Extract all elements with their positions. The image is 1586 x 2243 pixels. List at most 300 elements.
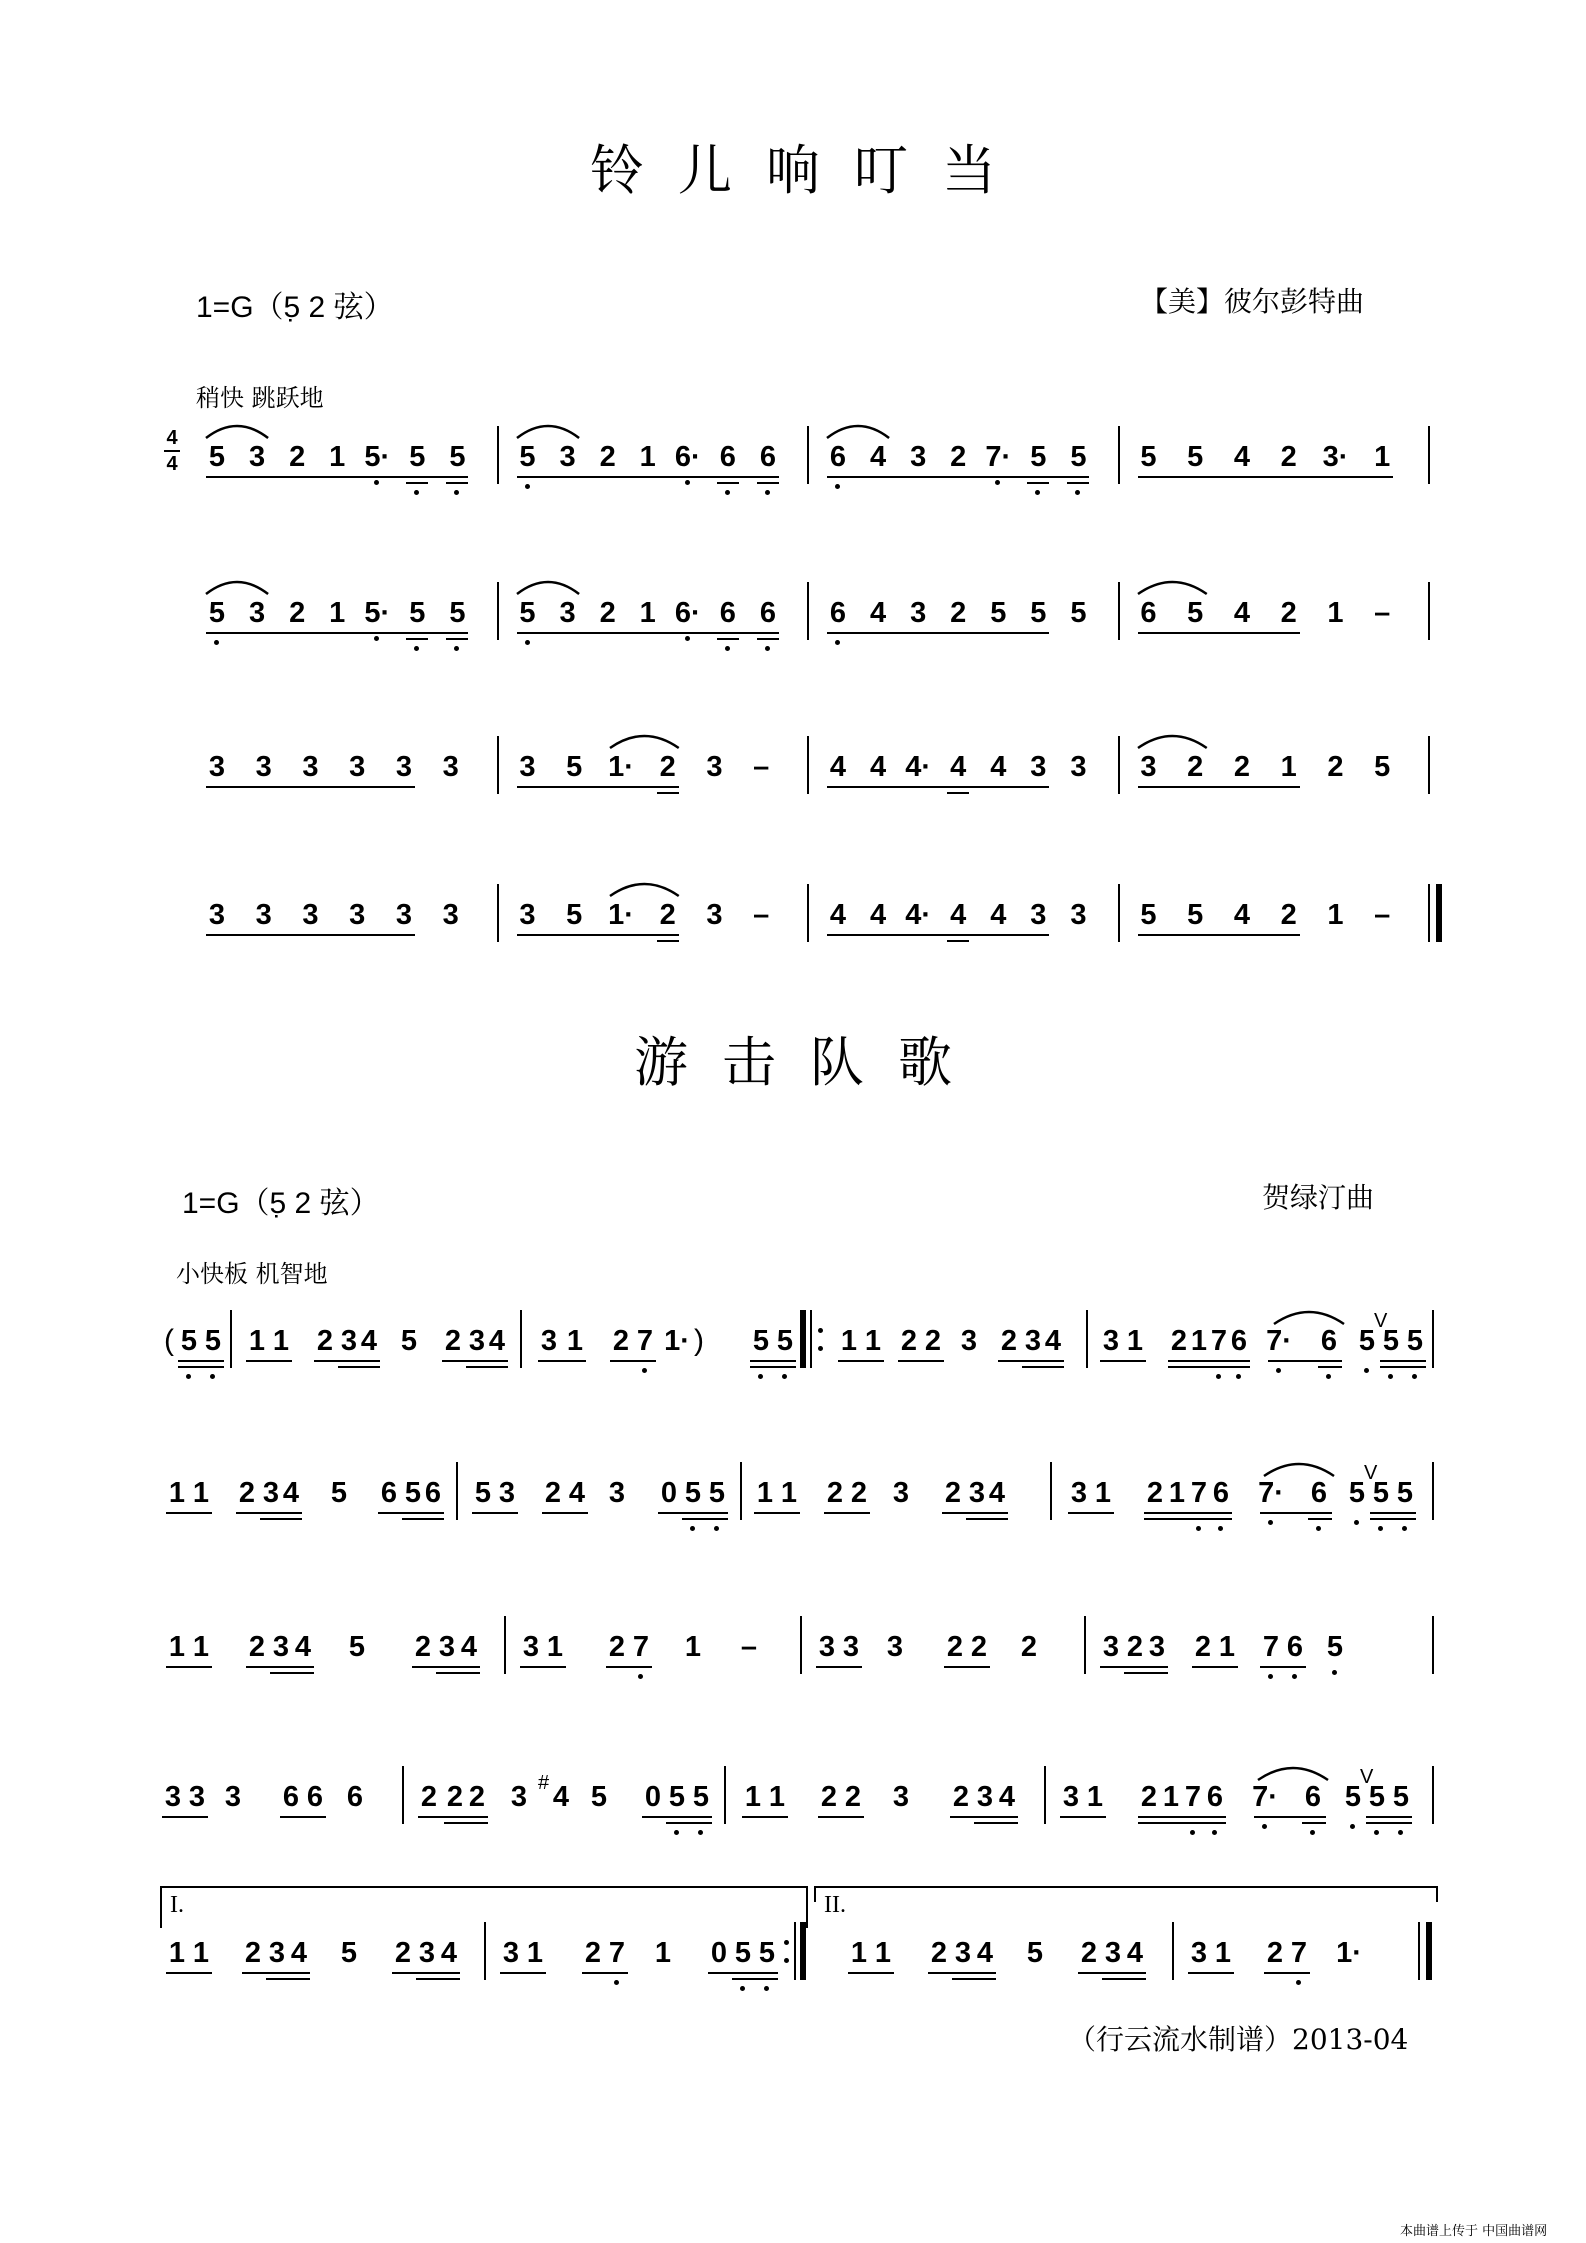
note: 5	[1187, 597, 1204, 629]
score-line	[0, 1310, 1586, 1394]
note: 3	[1148, 1631, 1166, 1663]
dash-note: –	[753, 899, 770, 931]
bar-line	[497, 426, 499, 484]
note: 2	[946, 1631, 964, 1663]
underline	[1138, 1822, 1226, 1824]
underline	[848, 1972, 894, 1974]
note: 5	[449, 597, 466, 629]
note: 6	[346, 1781, 364, 1813]
note: 5	[348, 1631, 366, 1663]
note: 5	[1140, 899, 1157, 931]
underline	[500, 1972, 546, 1974]
slur	[1136, 730, 1209, 750]
note: 2	[584, 1937, 602, 1969]
underline	[1138, 476, 1394, 478]
underline	[436, 1672, 480, 1674]
note: 0	[644, 1781, 662, 1813]
note: 6	[719, 597, 736, 629]
note: 2	[1170, 1325, 1188, 1357]
composer-song2: 贺绿汀曲	[1262, 1181, 1375, 1214]
low-dot	[725, 646, 730, 651]
low-dot	[1236, 1374, 1241, 1379]
underline	[827, 786, 1049, 788]
bar-line	[520, 1310, 522, 1368]
underline	[206, 632, 468, 634]
note: 2	[414, 1631, 432, 1663]
note: 5	[1030, 597, 1047, 629]
underline	[446, 482, 468, 484]
low-dot	[1212, 1830, 1217, 1835]
note: 1	[1214, 1937, 1232, 1969]
underline	[1268, 1360, 1342, 1362]
underline	[947, 940, 969, 942]
paren-close: )	[694, 1324, 704, 1357]
note: 5	[1358, 1325, 1376, 1357]
note: 1	[1162, 1781, 1180, 1813]
note: 5	[1348, 1477, 1366, 1509]
low-dot	[725, 490, 730, 495]
underline	[206, 476, 468, 478]
note: 2	[1020, 1631, 1038, 1663]
note: 4	[869, 751, 887, 783]
underline	[717, 482, 739, 484]
repeat-start-thick	[800, 1310, 806, 1368]
note: 5	[566, 899, 583, 931]
underline	[314, 1360, 380, 1362]
low-dot	[1196, 1526, 1201, 1531]
note: 5	[1382, 1325, 1400, 1357]
bar-line	[807, 426, 809, 484]
note: 3	[608, 1477, 626, 1509]
bar-line	[456, 1462, 458, 1520]
underline	[750, 1366, 796, 1368]
time-signature-top: 4	[166, 427, 178, 449]
underline	[606, 1666, 652, 1668]
bar-line	[1044, 1766, 1046, 1824]
low-dot	[698, 1830, 703, 1835]
note: 6	[829, 441, 847, 473]
note: 4	[440, 1937, 458, 1969]
note: 3·	[1322, 441, 1349, 473]
note: 5	[566, 751, 583, 783]
note: 5	[409, 441, 426, 473]
note: 1	[272, 1325, 290, 1357]
note: 6	[1320, 1325, 1338, 1357]
note: 6	[1304, 1781, 1322, 1813]
note: 6	[759, 441, 776, 473]
note: 7	[1290, 1937, 1308, 1969]
note: 5	[1396, 1477, 1414, 1509]
low-dot	[690, 1526, 695, 1531]
note: 4	[950, 751, 967, 783]
dash-note: –	[753, 751, 770, 783]
note: 2	[924, 1325, 942, 1357]
note: 2	[446, 1781, 464, 1813]
underline	[266, 1978, 310, 1980]
note: 1·	[608, 751, 634, 783]
note: 4	[829, 899, 847, 931]
note: 2	[950, 597, 967, 629]
low-dot	[186, 1374, 191, 1379]
low-dot	[1216, 1374, 1221, 1379]
bar-line	[230, 1310, 232, 1368]
final-bar-thin	[1428, 884, 1430, 942]
underline	[757, 638, 779, 640]
repeat-dot	[818, 1346, 823, 1351]
note: 5	[1026, 1937, 1044, 1969]
low-dot	[1310, 1830, 1315, 1835]
underline	[1124, 1672, 1168, 1674]
low-dot	[1268, 1674, 1273, 1679]
time-signature-bottom: 4	[166, 453, 178, 475]
low-dot	[764, 1986, 769, 1991]
underline	[818, 1816, 864, 1818]
note: 6	[1230, 1325, 1248, 1357]
note: 4	[1233, 597, 1251, 629]
underline	[717, 638, 739, 640]
note: 3	[208, 751, 226, 783]
slur	[1272, 1306, 1346, 1326]
note: 5	[449, 441, 466, 473]
note: 3	[540, 1325, 558, 1357]
repeat-end-thin	[794, 1922, 796, 1980]
note: 7	[1184, 1781, 1202, 1813]
bar-line	[497, 736, 499, 794]
breath-mark: V	[1374, 1310, 1388, 1332]
note: 1	[840, 1325, 858, 1357]
note: 2	[468, 1781, 486, 1813]
note: 2	[952, 1781, 970, 1813]
underline	[246, 1360, 292, 1362]
note: 3	[248, 597, 266, 629]
note: 3	[1070, 1477, 1088, 1509]
low-dot	[1412, 1374, 1417, 1379]
note: 1	[874, 1937, 892, 1969]
note: 4	[488, 1325, 506, 1357]
note: 1	[192, 1477, 210, 1509]
low-dot	[1296, 1980, 1301, 1985]
note: 1	[639, 441, 656, 473]
note: 2	[608, 1631, 626, 1663]
breath-mark: V	[1360, 1766, 1374, 1788]
note: 6	[759, 597, 776, 629]
low-dot	[685, 636, 690, 641]
low-dot	[758, 1374, 763, 1379]
note: 1	[248, 1325, 266, 1357]
note: 5	[340, 1937, 358, 1969]
underline	[827, 632, 1049, 634]
repeat-dot	[784, 1958, 789, 1963]
underline	[1380, 1366, 1426, 1368]
note: 2	[844, 1781, 862, 1813]
note: 3	[818, 1631, 836, 1663]
low-dot	[638, 1674, 643, 1679]
bar-line	[1432, 1766, 1434, 1824]
note: 5	[1187, 441, 1204, 473]
note: 3	[272, 1631, 290, 1663]
note: 4	[552, 1781, 570, 1813]
bar-line	[807, 884, 809, 942]
underline	[392, 1972, 460, 1974]
note: 3	[968, 1477, 986, 1509]
note: 6	[306, 1781, 324, 1813]
note: 5	[776, 1325, 794, 1357]
underline	[1370, 1512, 1416, 1514]
underline	[1144, 1518, 1232, 1520]
underline	[750, 1360, 796, 1362]
low-dot	[1364, 1368, 1369, 1373]
underline	[898, 1360, 944, 1362]
note: 7	[1262, 1631, 1280, 1663]
note: 0	[660, 1477, 678, 1509]
underline	[260, 1518, 302, 1520]
low-dot	[1388, 1374, 1393, 1379]
note: –	[740, 1631, 758, 1663]
note: 3	[255, 751, 272, 783]
underline	[166, 1666, 212, 1668]
low-dot	[414, 646, 419, 651]
note: 3	[302, 751, 319, 783]
underline	[166, 1512, 212, 1514]
underline	[657, 792, 679, 794]
note: 1	[864, 1325, 882, 1357]
underline	[1308, 1518, 1332, 1520]
bar-line	[1428, 736, 1430, 794]
underline	[538, 1360, 586, 1362]
low-dot	[454, 490, 459, 495]
note: 5	[180, 1325, 198, 1357]
note: 2	[420, 1781, 438, 1813]
underline	[944, 1666, 990, 1668]
underline	[178, 1360, 224, 1362]
low-dot	[525, 484, 530, 489]
underline	[974, 1822, 1018, 1824]
bar-line	[484, 1922, 486, 1980]
note: 3	[910, 441, 927, 473]
low-dot	[714, 1526, 719, 1531]
bar-line	[1428, 426, 1430, 484]
repeat-dot	[818, 1328, 823, 1333]
underline	[472, 1512, 518, 1514]
note: 3	[1102, 1325, 1120, 1357]
final-bar-thin	[1418, 1922, 1420, 1980]
note: 6	[829, 597, 847, 629]
note: 3	[559, 441, 576, 473]
score-line	[0, 596, 1586, 666]
underline	[998, 1360, 1064, 1362]
underline	[406, 638, 428, 640]
note: 5	[668, 1781, 686, 1813]
key-signature-song2: 1=G（5̣ 2 弦）	[182, 1187, 380, 1220]
underline	[1260, 1666, 1306, 1668]
low-dot	[1190, 1830, 1195, 1835]
underline	[466, 1366, 508, 1368]
note: 4·	[905, 899, 932, 931]
low-dot	[782, 1374, 787, 1379]
score-line	[0, 1462, 1586, 1546]
note: 5	[1368, 1781, 1386, 1813]
site-footer: 本曲谱上传于 中国曲谱网	[1400, 2224, 1548, 2239]
note: 2	[930, 1937, 948, 1969]
note: 3	[498, 1477, 516, 1509]
note: 3	[1070, 751, 1087, 783]
bar-line	[1050, 1462, 1052, 1520]
note: 6	[1310, 1477, 1328, 1509]
note: 7	[632, 1631, 650, 1663]
low-dot	[1378, 1526, 1383, 1531]
low-dot	[995, 480, 1000, 485]
note: 5	[990, 597, 1007, 629]
underline	[442, 1360, 508, 1362]
note: 5	[204, 1325, 222, 1357]
low-dot	[414, 490, 419, 495]
underline	[1380, 1360, 1426, 1362]
note: 6	[424, 1477, 442, 1509]
underline	[236, 1512, 302, 1514]
bar-line	[1172, 1922, 1174, 1980]
underline	[1144, 1512, 1232, 1514]
bar-line	[1118, 884, 1120, 942]
note: 1	[684, 1631, 702, 1663]
note: 4	[990, 751, 1007, 783]
note: 3	[395, 751, 413, 783]
note: 3	[976, 1781, 994, 1813]
bar-line	[1086, 1310, 1088, 1368]
bar-line	[497, 582, 499, 640]
low-dot	[210, 1374, 215, 1379]
note: 3	[892, 1781, 910, 1813]
note: 2	[1080, 1937, 1098, 1969]
bar-line	[402, 1766, 404, 1824]
score-line	[0, 1766, 1586, 1850]
note: 4	[869, 597, 887, 629]
note: 2	[238, 1477, 256, 1509]
bar-line	[1118, 426, 1120, 484]
note: 3	[954, 1937, 972, 1969]
note: 2	[316, 1325, 334, 1357]
note: 4·	[905, 751, 932, 783]
note: 3	[268, 1937, 286, 1969]
note: 1	[1280, 751, 1297, 783]
underline	[657, 940, 679, 942]
note: 2	[950, 441, 967, 473]
note: 6	[1206, 1781, 1224, 1813]
note: 3	[164, 1781, 182, 1813]
underline	[682, 1518, 728, 1520]
note: 3	[502, 1937, 520, 1969]
note: 6	[1140, 597, 1157, 629]
note: 3	[1140, 751, 1157, 783]
low-dot	[1374, 1830, 1379, 1835]
final-bar-thick	[1426, 1922, 1432, 1980]
underline	[966, 1518, 1008, 1520]
note: 2	[1233, 751, 1251, 783]
note: 3	[208, 899, 226, 931]
underline	[270, 1672, 314, 1674]
note: 2	[394, 1937, 412, 1969]
note: 7·	[1266, 1325, 1292, 1357]
note: 2	[1280, 597, 1297, 629]
note: 5	[400, 1325, 418, 1357]
note: 3	[892, 1477, 910, 1509]
note: 2	[1000, 1325, 1018, 1357]
bar-line	[1428, 582, 1430, 640]
low-dot	[1332, 1670, 1337, 1675]
low-dot	[1350, 1824, 1355, 1829]
note: 4	[998, 1781, 1016, 1813]
low-dot	[1316, 1526, 1321, 1531]
note: 5	[692, 1781, 710, 1813]
score-line	[0, 1630, 1586, 1700]
underline	[1318, 1366, 1342, 1368]
note: 5	[590, 1781, 608, 1813]
low-dot	[740, 1986, 745, 1991]
underline	[708, 1972, 778, 1974]
underline	[178, 1366, 224, 1368]
low-dot	[1292, 1674, 1297, 1679]
note: 5	[474, 1477, 492, 1509]
low-dot	[374, 636, 379, 641]
underline	[517, 934, 679, 936]
bar-line	[807, 582, 809, 640]
paren-open: (	[164, 1324, 174, 1357]
low-dot	[525, 640, 530, 645]
note: 5	[708, 1477, 726, 1509]
tempo-marking-song1: 稍快 跳跃地	[196, 384, 324, 412]
note: 2	[900, 1325, 918, 1357]
underline	[412, 1666, 480, 1668]
note: 5	[1140, 441, 1157, 473]
note: 3	[842, 1631, 860, 1663]
underline	[416, 1978, 460, 1980]
note: 1	[329, 597, 346, 629]
underline	[642, 1816, 712, 1818]
note: 5	[208, 597, 226, 629]
underline	[1068, 1512, 1114, 1514]
note: 2	[289, 441, 306, 473]
score-line	[0, 1936, 1586, 2006]
bar-line	[740, 1462, 742, 1520]
note: 1	[654, 1937, 672, 1969]
note: 4	[282, 1477, 300, 1509]
note: 3	[248, 441, 266, 473]
low-dot	[614, 1980, 619, 1985]
note: 7·	[985, 441, 1012, 473]
note: 2	[1194, 1631, 1212, 1663]
underline	[1168, 1360, 1250, 1362]
tempo-marking-song2: 小快板 机智地	[176, 1260, 328, 1288]
note: 2	[544, 1477, 562, 1509]
underline	[582, 1972, 628, 1974]
note: 1·	[608, 899, 634, 931]
composer-song1: 【美】彼尔彭特曲	[1140, 285, 1365, 318]
slur	[1262, 1458, 1336, 1478]
dash-note: –	[1374, 597, 1391, 629]
bar-line	[1432, 1462, 1434, 1520]
note: 3	[706, 899, 723, 931]
note: 5·	[364, 597, 391, 629]
low-dot	[374, 480, 379, 485]
note: 3	[1190, 1937, 1208, 1969]
underline	[947, 792, 969, 794]
note: 2	[599, 597, 616, 629]
note: 2	[1280, 899, 1297, 931]
underline	[206, 786, 415, 788]
underline	[246, 1666, 314, 1668]
underline	[1192, 1666, 1238, 1668]
transcriber-credit: （行云流水制谱）2013-04	[1068, 2023, 1409, 2056]
note: 2	[612, 1325, 630, 1357]
